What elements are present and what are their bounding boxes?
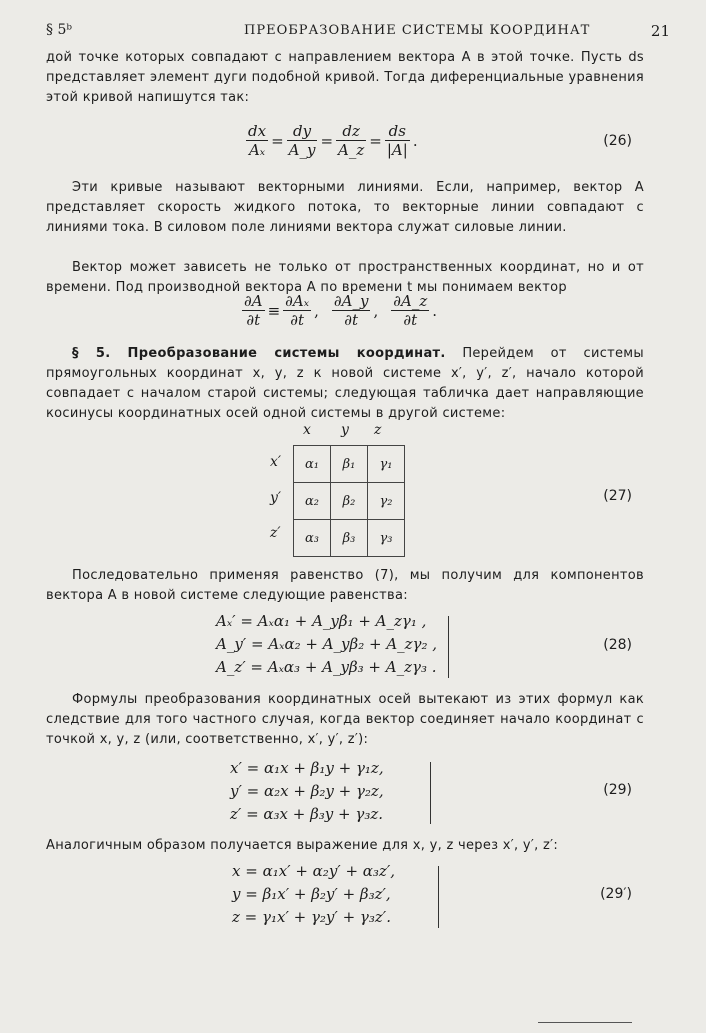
- eq26-num-4: ds: [385, 122, 410, 141]
- eq28-line-3: A_z′ = Aₓα₃ + A_yβ₃ + A_zγ₃ .: [216, 658, 437, 676]
- paragraph-6: Аналогичным образом получается выражение для x, y, z через x′, y′, z′:: [46, 838, 559, 853]
- equation-29-prime-brace: [432, 866, 439, 928]
- table-row-header-y: y′: [270, 490, 282, 506]
- equation-29-prime: [232, 860, 395, 929]
- eqt-den-2: ∂t: [290, 311, 305, 329]
- eqt-num-3: ∂A_y: [333, 292, 369, 310]
- page-number: 21: [650, 22, 670, 40]
- table-cell: β₃: [331, 520, 368, 557]
- table-row-header-x: x′: [270, 454, 282, 470]
- table-cell: α₃: [294, 520, 331, 557]
- eq29-line-2: y′ = α₂x + β₂y + γ₂z,: [230, 782, 384, 800]
- eq26-num-3: dz: [336, 122, 366, 141]
- equation-28: [216, 610, 437, 679]
- eq26-den-4: |A|: [386, 141, 408, 159]
- eq26-den-3: A_z: [338, 141, 365, 159]
- equation-number-27: (27): [603, 488, 632, 504]
- equation-time-derivative: $\frac{\partial A}{\partial t}$ ≡ $\frac{\text{∂Aₓ}}{\partial t}$ , $\frac{\partial A\_y}{\partial t}$ , $\frac{\partial A\_z}{\partial t}$ .: [244, 292, 438, 329]
- table-row-header-z: z′: [270, 525, 281, 541]
- eqt-num-4: ∂A_z: [393, 292, 428, 310]
- equation-29: [230, 757, 384, 826]
- section-5-text: Перейдем от системы прямоугольных координат x, y, z к новой системе x′, y′, z′, начало которой совпадает с началом старой системы; следующая табличка дает направляющие косинусы координатных осей одной системы в другой системе:: [46, 346, 644, 421]
- table-cell: α₁: [294, 446, 331, 483]
- section-mark: § 5ᵇ: [46, 22, 72, 38]
- table-cell: γ₁: [368, 446, 405, 483]
- equation-28-brace: [442, 616, 449, 678]
- eq29p-line-3: z = γ₁x′ + γ₂y′ + γ₃z′.: [232, 908, 391, 926]
- running-header: [46, 22, 676, 44]
- paragraph-3: Вектор может зависеть не только от пространственных координат, но и от времени. Под производной вектора A по времени t мы понимаем вектор: [46, 260, 644, 295]
- eqt-num-2: ∂Aₓ: [285, 292, 310, 310]
- table-cell: β₁: [331, 446, 368, 483]
- eqt-den-4: ∂t: [403, 311, 418, 329]
- eqt-num-1: ∂A: [244, 292, 263, 310]
- paragraph-2: Эти кривые называют векторными линиями. Если, например, вектор A представляет скорость жидкого потока, то векторные линии совпадают с линиями тока. В силовом поле линиями вектора служат силовые линии.: [46, 180, 644, 235]
- section-5-paragraph: [46, 344, 644, 424]
- equation-number-28: (28): [603, 637, 632, 653]
- equation-29-brace: [424, 762, 431, 824]
- eq26-den-1: Aₓ: [248, 141, 266, 159]
- eq29-line-1: x′ = α₁x + β₁y + γ₁z,: [230, 759, 384, 777]
- equation-26: $\frac{dx}{\text{Aₓ}}$ = $\frac{dy}{A\_y}$ = $\frac{dz}{A\_z}$ = $\frac{ds}{|A|}$ .: [248, 122, 418, 159]
- eq26-den-2: A_y: [288, 141, 316, 159]
- eq26-num-2: dy: [287, 122, 318, 141]
- table-col-header-x: x: [303, 422, 311, 438]
- running-title: ПРЕОБРАЗОВАНИЕ СИСТЕМЫ КООРДИНАТ: [244, 23, 591, 38]
- table-row: [294, 483, 405, 520]
- eqt-den-3: ∂t: [344, 311, 359, 329]
- eqt-den-1: ∂t: [246, 311, 261, 329]
- paragraph-4: Последовательно применяя равенство (7), мы получим для компонентов вектора A в новой системе следующие равенства:: [46, 568, 644, 603]
- table-cell: β₂: [331, 483, 368, 520]
- table-row: [294, 520, 405, 557]
- paragraph-5: Формулы преобразования координатных осей вытекают из этих формул как следствие для того частного случая, когда вектор соединяет начало координат с точкой x, y, z (или, соответственно, x′, y′, z′):: [46, 692, 644, 747]
- equation-number-29-prime: (29′): [600, 886, 632, 902]
- page-bottom-rule: [538, 1022, 632, 1023]
- table-col-header-z: z: [374, 422, 382, 438]
- table-col-header-y: y: [341, 422, 349, 438]
- eq29p-line-1: x = α₁x′ + α₂y′ + α₃z′,: [232, 862, 396, 880]
- eq29-line-3: z′ = α₃x + β₃y + γ₃z.: [230, 805, 384, 823]
- equation-number-29: (29): [603, 782, 632, 798]
- equation-number-26: (26): [603, 133, 632, 149]
- table-cell: γ₂: [368, 483, 405, 520]
- eq26-num-1: dx: [248, 122, 267, 140]
- eq28-line-2: A_y′ = Aₓα₂ + A_yβ₂ + A_zγ₂ ,: [216, 635, 438, 653]
- direction-cosines-table: [293, 445, 405, 557]
- table-cell: α₂: [294, 483, 331, 520]
- paragraph-1: дой точке которых совпадают с направлением вектора A в этой точке. Пусть ds представляет элемент дуги подобной кривой. Тогда диференциальные уравнения этой кривой напишутся так:: [46, 50, 644, 105]
- section-5-heading: § 5. Преобразование системы координат.: [72, 346, 446, 361]
- eq28-line-1: Aₓ′ = Aₓα₁ + A_yβ₁ + A_zγ₁ ,: [216, 612, 427, 630]
- table-row: [294, 446, 405, 483]
- table-cell: γ₃: [368, 520, 405, 557]
- eq29p-line-2: y = β₁x′ + β₂y′ + β₃z′,: [232, 885, 391, 903]
